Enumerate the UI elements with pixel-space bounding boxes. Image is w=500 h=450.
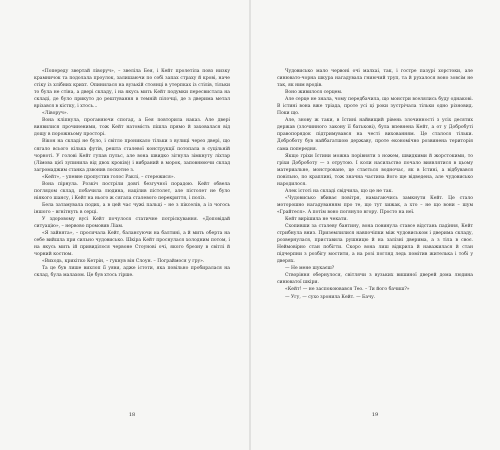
paragraph: Кейт вирішила не чекати. <box>285 216 348 222</box>
paragraph: «Я зайнята», – просичала Кейт, балансуючи на балтині, а й мить оберта на себе вийшла при сильно чудовисько. Шкіра Кейт проснулася холодним потом, і на якусь мить ій привиділося червоне Стоунові очі, якого брезну в світлі й чорний костюм. <box>34 231 230 258</box>
paragraph: — Не мене шукаєш? <box>285 266 335 272</box>
paragraph: Та це був лише вихлоп її уяви, адже істоти, яка повільно пробиралася на склад, була малахом. Це був хтось гірше. <box>34 266 230 279</box>
paragraph: Вона кліпнула, проганяючи спогад, а Бея повторила наказ. Але двері виявилися прочиненими, тож Кейт натомість пішла прямо й заховалася від дощу в порожньому просторі. <box>34 118 230 138</box>
paragraph: «Виходь, крихітко Кетрін, – гукнув він Слоун. – Пограймося у гру». <box>42 259 205 265</box>
paragraph: Але, знову ж таки, в Істині найвищий рівень злочинності з усіх десятих держав (злочинного закону її батькові), була впевнена Кейт, а от у Добробуті правопорядок підтримувався на честі вихованням. Це сталося тільки. Доброботу був найбагатшою державу, проте економічно розвинена територія сама попередня. <box>277 118 473 152</box>
paragraph: Воно живилося серцем. <box>285 90 343 96</box>
paragraph: Вона пірнула. Розкіч постріли довгі безгучної порадою. Кейт обвела поглядом склад, побачила людина, націлив пістолет, але пістолет не було ніякого шансу, і Кейт на нього ж сягала сталевого перекриття, і поліз. <box>34 181 230 201</box>
paragraph: «Кейт», – упевне пропустив голос Раклі, – стережися». <box>42 174 176 180</box>
paragraph: Якщо гріхи Істини можна порівняти з ножем, швидкими й жорстокими, то гріхи Доброботу — з отрутою. І коли насильство почало виявлятися в цьому материальне, монстроване, це стається водночас, як в Істині, а відбувався повільно, по краплині, тож значна частина його ще відведена, але чудовисько народилося. <box>277 153 473 187</box>
paragraph: «Ліворуч». <box>42 111 69 117</box>
paragraph: Чудовисько мало червоні очі малхаі, так, і гостре пазурі хорстоки, але синювато-чорна шкура нагадувала гниючий труп, та й рухалося воно зовсім не так, як ним вродів. <box>277 69 473 89</box>
right-page-text <box>277 68 473 301</box>
paragraph: Бела затамувала подих, а в цей час чужі пальці – не з пікселів, а із чогось іншого – вгнітнуть в серці. <box>34 202 230 215</box>
paragraph: «Попереду звертай ліворуч», – звеліла Бея, і Кейт пролетіла повз низку крамничок та подолала проулок, залишаючи по собі запах страху й крові, наче стіку із хлібних крихт. Опинилася на вузькій стоянці в утерпках із стілів, тільки то була не стіна, а двері складу, і на якусь мить Кейт подумки пересвистала на складі, де було прикуто до рештування в темній пілочці, де з дверима метал врізався в кістку, і хтось... <box>34 69 230 110</box>
paragraph: Створіння обернулося, світлячи з вузьких вишиної дверей дома людина синюватої шкіри. <box>277 273 473 286</box>
paragraph: «Кейт! — не заспокоювався Тео. – Ти його бачиш?» <box>285 287 410 293</box>
paragraph: — Угу, — сухо зронила Кейт. — Бачу. <box>285 294 376 300</box>
page-number: 19 <box>371 412 379 418</box>
left-page-text <box>34 68 230 279</box>
left-page <box>34 68 230 438</box>
paragraph: «Чудовисько вбиває повітря, намагаючись замкнути Кейт. Це стало моторошно нагадуванням про те, що тут хижак, а хто – не що вони – шум «Грайтеся». А потім воно погянуло вгору. Просто на неї. <box>277 195 473 215</box>
paragraph: Алек істоті на складі свідчила, що це не так. <box>285 188 393 194</box>
page-number: 18 <box>128 412 136 418</box>
paragraph: Але серце не знала, чому передбачила, що монстри вселялись буду однакові. В істині вона вже тріада, проте усі ці роки зустрічала тільки одно різновид. Поки що. <box>277 97 473 117</box>
page-gutter <box>249 0 251 450</box>
paragraph: У здоровому вусі Кейт почулося статичне потріскування. «Доповідай ситуацію», – нервово промовив Ліам. <box>34 216 230 230</box>
right-page <box>277 68 473 438</box>
paragraph: Схопивши за сталеву бантину, вона повинула ставсе відстань падіння, Кейт стрибнула вниз. Приземлилися навпочіпки між чудовиськом і дверима складу, розвернулася, приставила рушницю й на залізні дверима, а з тіла в своє. Неймовірно стан побігти. Скоро вона лиш відкрила й наважилася й стан підчерпни з розбігу мостити, а на розі погляд ледь помітив жителька і тобі у дверях. <box>277 224 473 265</box>
paragraph: Вікон на складі не було, і світло проникало тільки з вулиці через двері, що сягало всього кілька футів, решта сталевої конструкції потопала в суцільній чорноті. У голові Кейт гупав пульс, але вона швидко зігнула зімкнуту ліхтар (Лімова цієї зупинила від двох кроків)) і вибраний в морок, заповнюючи склад загромаджим станка дзвонив лоскотне з. <box>34 139 230 173</box>
